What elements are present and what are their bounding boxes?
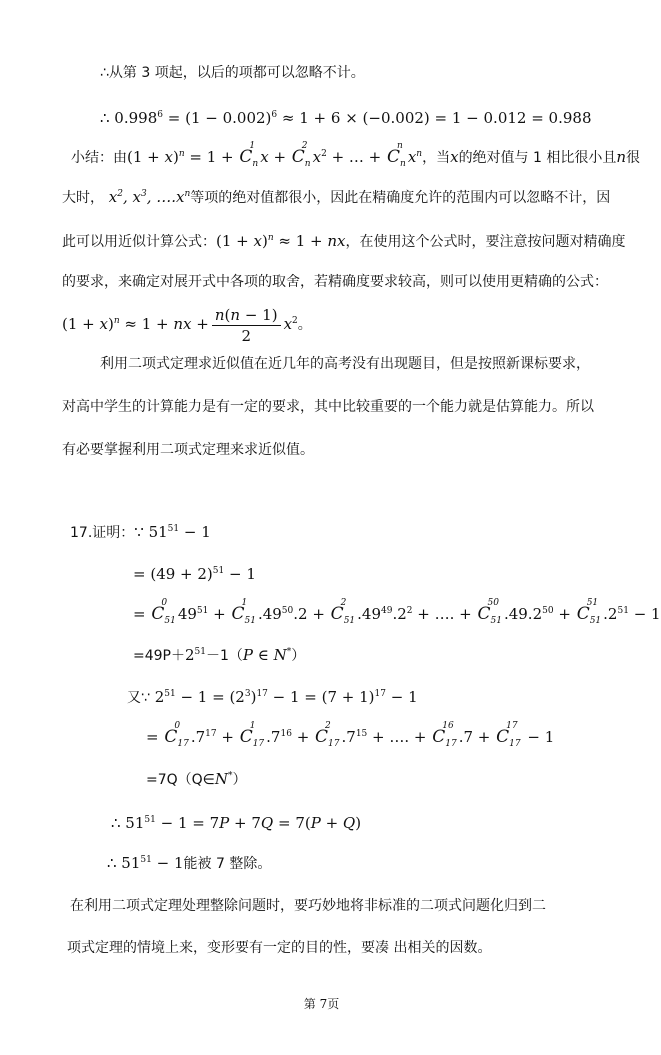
proof-step-3: $=49P+2^{51}-1(P$ ∈ N*） — [133, 646, 306, 664]
summary-line-4: 的要求，来确定对展开式中各项的取舍，若精确度要求较高，则可以使用更精确的公式： — [62, 274, 608, 290]
proof-step-4: 又∵ $2^{51} - 1 = (2^3)^{17} - 1 = (7 + 1)^{17} - 1$ — [127, 688, 418, 706]
summary-2-line-2: 项式定理的情境上来，变形要有一定的目的性，要凑 出相关的因数。 — [67, 940, 492, 956]
line-ignore-terms: ∴从第 3 项起，以后的项都可以忽略不计。 — [100, 65, 365, 81]
summary-line-2: 大时， $x^2$, $x^3$, $\dots.x^n$等项的绝对值都很小，因此在精确度允许的范围内可以忽略不计，因 — [62, 188, 611, 206]
summary-line-3: 此可以用近似计算公式：$(1 + x)^n \approx 1$ + nx，在使用这个公式时，要注意按问题对精确度 — [62, 232, 626, 250]
proof-step-6: =7Q（Q∈N*） — [146, 770, 247, 788]
paragraph-2-line-2: 对高中学生的计算能力是有一定的要求，其中比较重要的一个能力就是估算能力。所以 — [62, 399, 594, 415]
proof-step-1: = $(49 + 2)^{51} - 1$ — [133, 565, 256, 583]
approximation-equation: ∴ $0.998^6 = (1 - 0.002)^6 \approx 1 + 6 \times (-0.002) = 1 - 0.012 = 0.988$ — [100, 109, 592, 127]
proof-start: 17.证明：∵ $51^{51} - 1$ — [70, 523, 211, 541]
page-number: 第 7页 — [303, 997, 340, 1011]
paragraph-2-line-3: 有必要掌握利用二项式定理来求近似值。 — [62, 442, 314, 458]
summary-2-line-1: 在利用二项式定理处理整除问题时，要巧妙地将非标准的二项式问题化归到二 — [70, 898, 546, 914]
proof-step-7: ∴ $51^{51} - 1 = 7P + 7Q = 7(P + Q)$ — [111, 814, 362, 832]
precise-formula: $(1 + x)^n \approx 1$ + nx + $\frac{n(n - 1)}{2}$ $x^2$。 — [62, 305, 312, 345]
proof-step-2: = C 0 $_{51}$ $49^{51} + C$ 1 $_{51}$ $.49^{50}.2 + C$ 2 $_{51}$ $.49^{49}.2^2$ + …. + C 50 $_{51}$ $.49.2^{50} + C$ 51 $_{51}$ $.2^{51} - 1$ — [133, 598, 661, 626]
paragraph-2-line-1: 利用二项式定理求近似值在近几年的高考没有出现题目，但是按照新课标要求， — [100, 356, 590, 372]
proof-step-5: = C 0 $_{17}$ $.7^{17} + C$ 1 $_{17}$ $.7^{16} + C$ 2 $_{17}$ $.7^{15}$ + …. + C 16 $_{17}$ .7 + C 17 $_{17}$ − 1 — [146, 721, 555, 749]
proof-conclusion: ∴ $51^{51} - 1$能被 7 整除。 — [107, 854, 272, 872]
summary-line-1: 小结：由$(1 + x)^n = 1 + C$ 1 $_n$ x + C 2 $_n$ $x^2$ + … + C n $_n$ $x^n$，当x的绝对值与 1 相比很小且n很 — [71, 141, 641, 169]
